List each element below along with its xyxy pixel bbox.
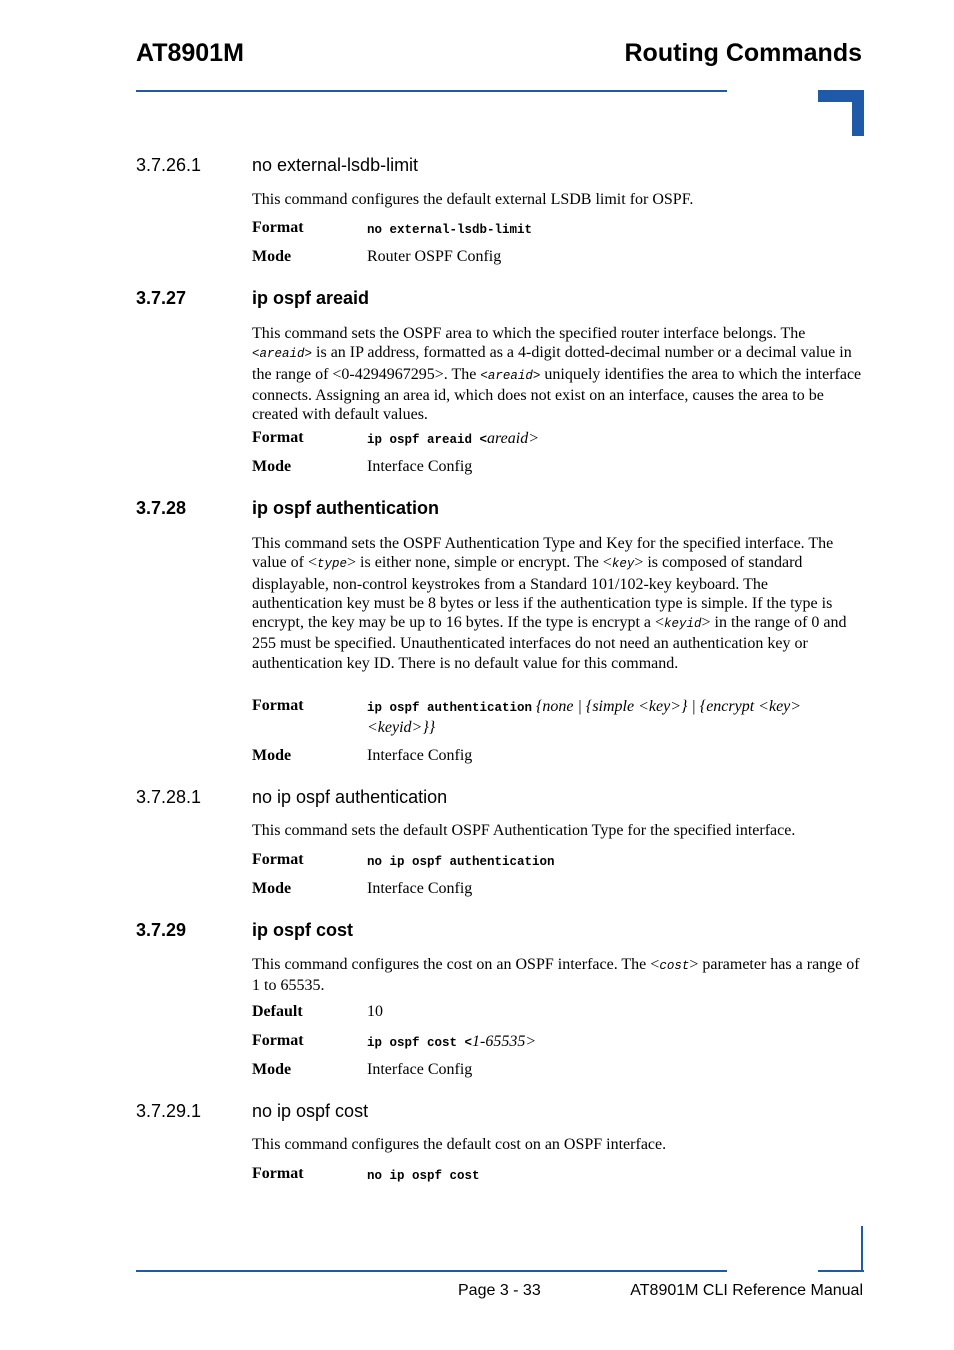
section-number: 3.7.28.1: [136, 787, 202, 807]
section-description: This command configures the default external LSDB limit for OSPF.: [252, 191, 694, 208]
default-label: Default: [252, 1003, 303, 1020]
format-command: no external-lsdb-limit: [367, 223, 533, 237]
format-value: [367, 429, 539, 450]
footer-manual-title: AT8901M CLI Reference Manual: [630, 1282, 863, 1299]
section-number: 3.7.26.1: [136, 155, 202, 175]
mode-label: Mode: [252, 880, 292, 897]
param-areaid: <areaid>: [252, 347, 313, 362]
format-label: Format: [252, 1165, 304, 1182]
section-description: This command sets the OSPF Authentication Type and Key for the specified interface. The value of <type> is either none, simple or encrypt. The <key> is composed of standard displayable, non-control keystrokes from a Standard 101/102-key keyboard. The authentication key must be 8 bytes or less if the authentication type is simple. If the type is encrypt, the key may be up to 16 bytes. If the type is encrypt a <keyid> in the range of 0 and 255 must be specified. Unauthenticated interfaces do not need an authentication key or authentication key ID. There is no default value for this command.: [252, 535, 847, 672]
footer-page-number: Page 3 - 33: [458, 1282, 541, 1299]
mode-value: Interface Config: [367, 458, 473, 475]
format-value: [367, 851, 555, 872]
header-rule: [136, 90, 727, 92]
mode-value: Interface Config: [367, 747, 473, 764]
mode-label: Mode: [252, 458, 292, 475]
section-title: no ip ospf authentication: [252, 787, 448, 807]
section-heading-3-7-28: [0, 496, 954, 520]
format-argument: 1-65535>: [472, 1033, 537, 1050]
mode-label: Mode: [252, 747, 292, 764]
format-command: ip ospf areaid <: [367, 433, 488, 447]
mode-value: Router OSPF Config: [367, 248, 502, 265]
section-number: 3.7.29.1: [136, 1101, 202, 1121]
format-label: Format: [252, 1032, 304, 1049]
header-product: AT8901M: [136, 39, 244, 67]
format-value: [367, 1165, 480, 1186]
mode-label: Mode: [252, 248, 292, 265]
format-value: [367, 697, 862, 738]
section-description: This command sets the default OSPF Authentication Type for the specified interface.: [252, 822, 796, 839]
param-cost: cost: [659, 959, 690, 973]
corner-mark-top: [818, 90, 864, 136]
section-title: ip ospf authentication: [252, 498, 439, 518]
param-type: type: [317, 557, 348, 572]
section-title: no ip ospf cost: [252, 1101, 369, 1121]
section-description: This command sets the OSPF area to which the specified router interface belongs. The <areaid> is an IP address, formatted as a 4-digit dotted-decimal number or a decimal value in the range of <0-4294967295>. The <areaid> uniquely identifies the area to which the interface connects. Assigning an area id, which does not exist on an interface, causes the area to be created with default values.: [252, 325, 862, 424]
section-title: no external-lsdb-limit: [252, 155, 419, 175]
footer-rule: [136, 1270, 727, 1272]
mode-label: Mode: [252, 1061, 292, 1078]
section-title: ip ospf cost: [252, 920, 354, 940]
format-label: Format: [252, 429, 304, 446]
format-label: Format: [252, 697, 304, 714]
section-heading-3-7-29-1: [0, 1099, 954, 1123]
section-number: 3.7.29: [136, 920, 187, 940]
section-heading-3-7-26-1: [0, 153, 954, 177]
format-argument: areaid>: [487, 430, 540, 447]
section-number: 3.7.28: [136, 498, 187, 518]
section-heading-3-7-28-1: [0, 785, 954, 809]
format-command: ip ospf cost <: [367, 1036, 473, 1050]
param-key: key: [611, 557, 635, 572]
section-description: This command configures the cost on an OSPF interface. The <cost> parameter has a range of 1 to 65535.: [252, 956, 860, 995]
param-areaid: <areaid>: [480, 368, 541, 383]
mode-value: Interface Config: [367, 1061, 473, 1078]
format-value: [367, 1032, 536, 1053]
format-command: no ip ospf cost: [367, 1169, 480, 1183]
section-heading-3-7-27: [0, 286, 954, 310]
format-label: Format: [252, 851, 304, 868]
format-command: no ip ospf authentication: [367, 855, 555, 869]
section-number: 3.7.27: [136, 288, 187, 308]
section-title: ip ospf areaid: [252, 288, 370, 308]
header-chapter: Routing Commands: [624, 39, 862, 67]
section-description: This command configures the default cost on an OSPF interface.: [252, 1136, 667, 1153]
format-value: [367, 219, 532, 240]
format-command: ip ospf authentication: [367, 701, 533, 715]
format-label: Format: [252, 219, 304, 236]
param-keyid: keyid: [664, 617, 702, 632]
default-value: 10: [367, 1003, 383, 1020]
format-argument: {none | {simple <key>} | {encrypt <key> <keyid>}}: [367, 698, 802, 736]
section-heading-3-7-29: [0, 918, 954, 942]
mode-value: Interface Config: [367, 880, 473, 897]
